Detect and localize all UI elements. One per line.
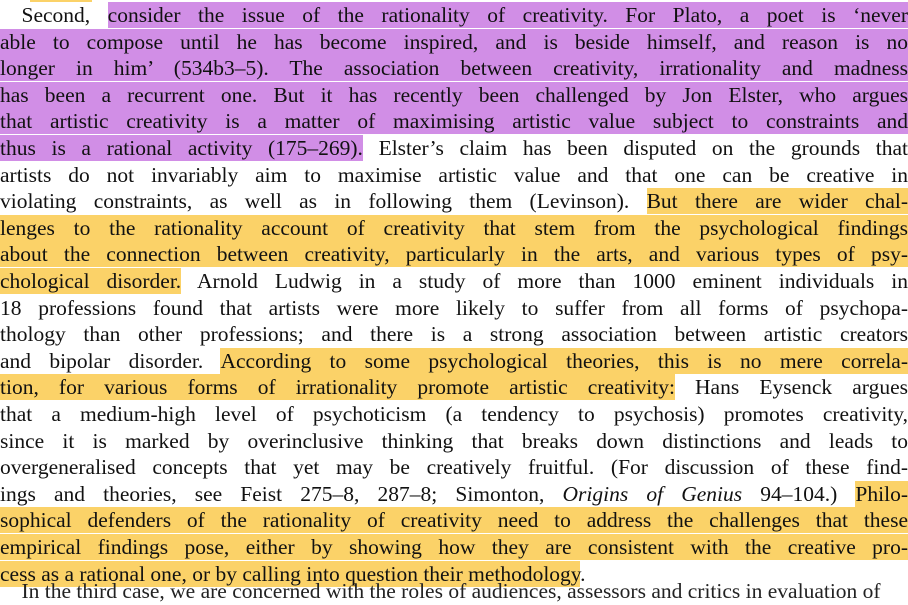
text-line <box>0 241 908 268</box>
text-line <box>0 135 908 162</box>
text-segment: ings and theories, see Feist 275–8, 287–8; Simonton, <box>0 481 563 506</box>
text-segment: and bipolar disorder. <box>0 348 221 373</box>
text-line <box>0 215 908 242</box>
italic-title: Origins of Genius <box>562 481 743 506</box>
text-line <box>0 534 908 561</box>
text-line <box>0 108 908 135</box>
text-line <box>0 507 908 534</box>
text-segment: thology than other professions; and there is a strong association between artistic creators <box>0 322 908 347</box>
text-segment: . <box>580 561 586 586</box>
text-line <box>0 481 908 508</box>
text-line <box>0 268 908 295</box>
text-line <box>0 55 908 82</box>
highlighted-text-yellow: According to some psychological theories, this is no mere correla- <box>220 348 908 373</box>
text-line <box>0 82 908 109</box>
text-line <box>0 188 908 215</box>
text-segment: that a medium-high level of psychoticism (a tendency to psychosis) promotes creativity, <box>0 402 908 426</box>
cut-off-line <box>0 579 908 603</box>
text-segment: Second, <box>0 3 108 27</box>
text-line <box>0 374 908 401</box>
text-segment: Arnold Ludwig in a study of more than 1000 eminent individuals in <box>181 269 908 293</box>
text-segment: since it is marked by overinclusive thinking that breaks down distinctions and leads to <box>0 428 908 453</box>
highlighted-text-yellow: chological disorder. <box>0 269 182 293</box>
text-line <box>0 454 908 481</box>
highlighted-text-yellow: Philo- <box>855 481 908 506</box>
text-segment: overgeneralised concepts that yet may be creatively fruitful. (For discussion of these find- <box>0 455 908 480</box>
highlighted-text-yellow: empirical findings pose, either by showing how they are consistent with the creative pro- <box>0 535 908 559</box>
text-segment: 94–104.) <box>742 481 856 506</box>
text-segment: artists do not invariably aim to maximise artistic value and that one can be creative in <box>0 162 908 187</box>
text-line <box>0 348 908 375</box>
text-line <box>0 401 908 428</box>
highlighted-text-purple: longer in him’ (534b3–5). The association between creativity, irrationality and madness <box>0 56 908 81</box>
highlighted-text-purple: thus is a rational activity (175–269). <box>0 136 363 160</box>
highlighted-text-yellow: tion, for various forms of irrationality promote artistic creativity: <box>0 375 675 400</box>
text-segment: Elster’s claim has been disputed on the grounds that <box>362 136 908 160</box>
text-line <box>0 321 908 348</box>
text-line <box>0 29 908 56</box>
text-segment: violating constraints, as well as in following them (Levinson). <box>0 189 647 214</box>
text-segment: 18 professions found that artists were more likely to suffer from all forms of psychopa- <box>0 295 908 320</box>
cut-off-line-text: In the third case, we are concerned with the roles of audiences, assessors and critics in evaluation of <box>0 579 881 603</box>
text-line <box>0 2 908 29</box>
highlighted-text-yellow: lenges to the rationality account of creativity that stem from the psychological findings <box>0 215 908 240</box>
highlighted-text-yellow: about the connection between creativity, particularly in the arts, and various types of psy- <box>0 242 908 267</box>
text-line <box>0 428 908 455</box>
highlighted-text-purple: consider the issue of the rationality of creativity. For Plato, a poet is ‘never <box>107 3 908 27</box>
highlighted-text-purple: has been a recurrent one. But it has recently been challenged by Jon Elster, who argues <box>0 82 908 107</box>
highlighted-text-yellow: But there are wider chal- <box>646 189 908 214</box>
highlighted-text-purple: able to compose until he has become inspired, and is beside himself, and reason is no <box>0 29 908 54</box>
text-line <box>0 295 908 322</box>
text-segment: Hans Eysenck argues <box>674 375 908 400</box>
text-line <box>0 162 908 189</box>
highlighted-text-yellow: sophical defenders of the rationality of creativity need to address the challenges that these <box>0 508 908 533</box>
highlighted-text-purple: that artistic creativity is a matter of maximising artistic value subject to constraints and <box>0 109 908 134</box>
highlighted-text-yellow: cess as a rational one, or by calling into question their methodology <box>0 561 581 586</box>
